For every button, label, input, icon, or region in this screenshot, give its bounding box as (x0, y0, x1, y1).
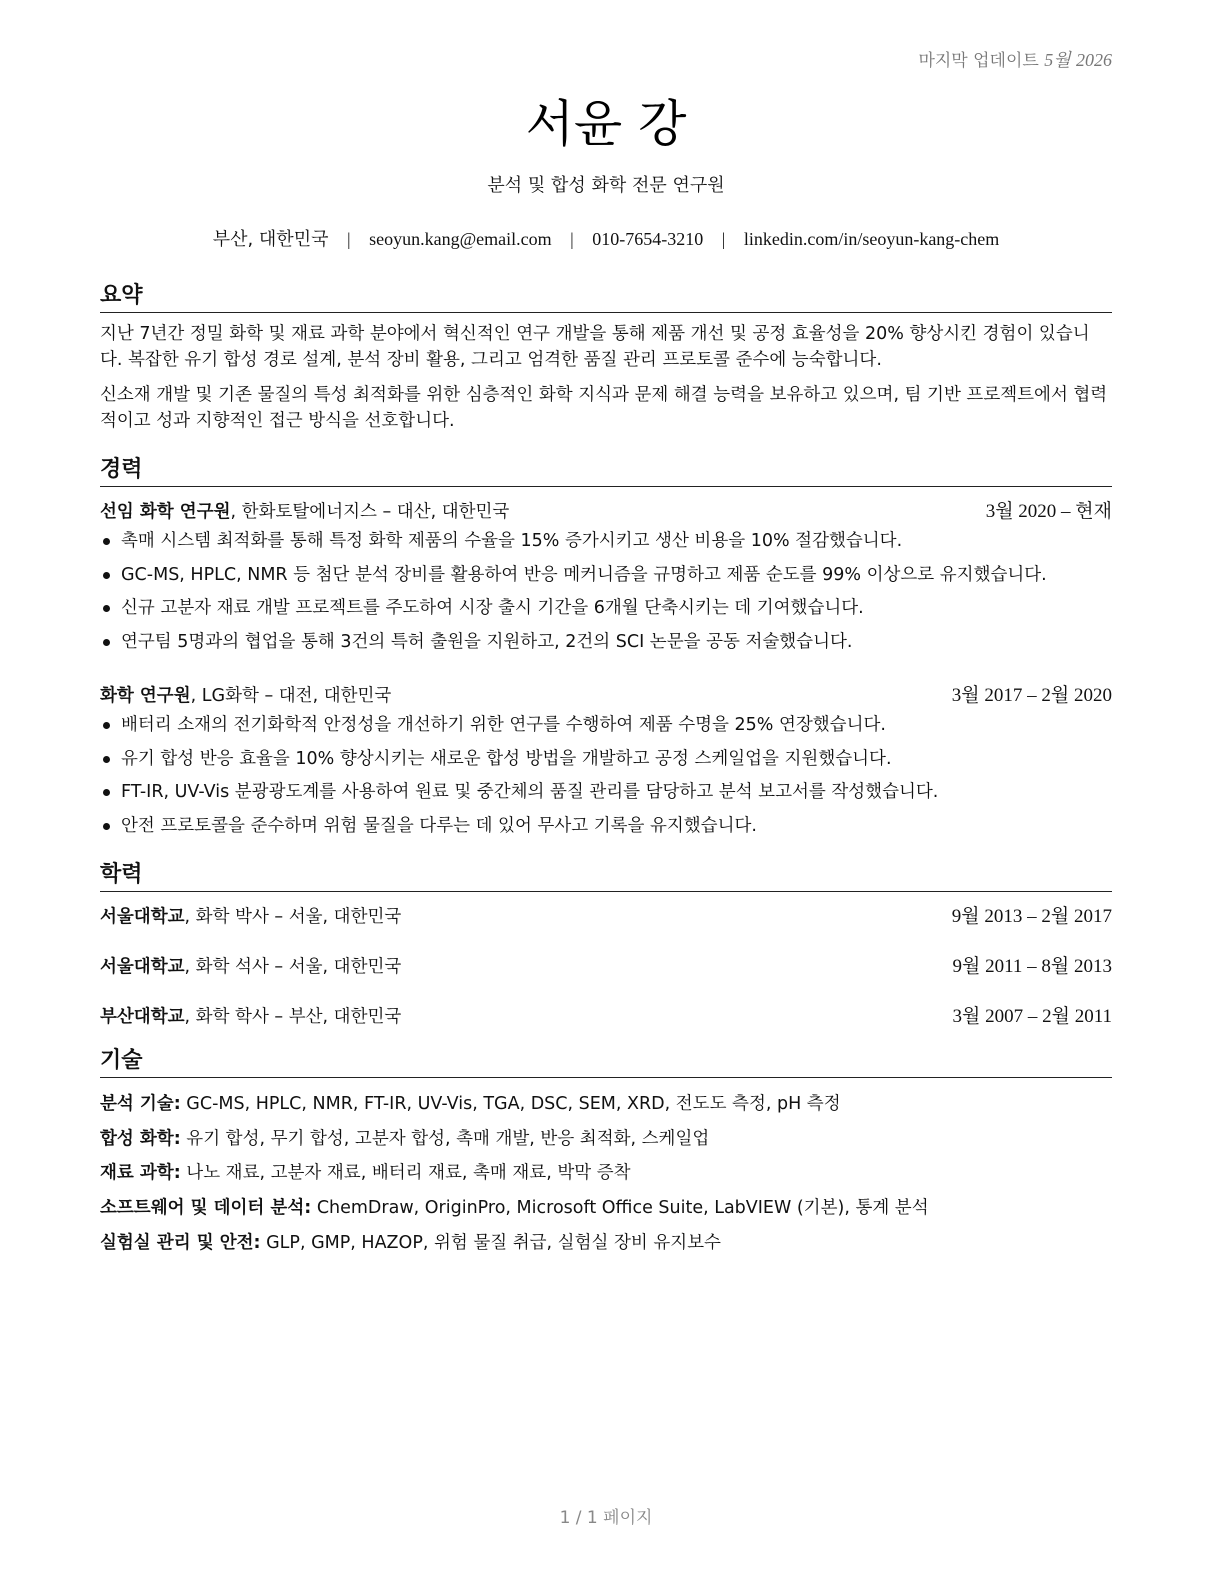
skill-value: ChemDraw, OriginPro, Microsoft Office Suite, LabVIEW (기본), 통계 분석 (316, 1198, 929, 1218)
skill-label: 실험실 관리 및 안전: (100, 1233, 261, 1253)
job-header (100, 496, 1112, 523)
section-title-education: 학력 (100, 857, 1112, 892)
job-dates: 3월 2020 – 현재 (985, 501, 1112, 522)
education-item (100, 901, 1112, 928)
job-bullet: 연구팀 5명과의 협업을 통해 3건의 특허 출원을 지원하고, 2건의 SCI 논문을 공동 저술했습니다. (100, 631, 1112, 665)
summary-paragraph: 지난 7년간 정밀 화학 및 재료 과학 분야에서 혁신적인 연구 개발을 통해 제품 개선 및 공정 효율성을 20% 향상시킨 경험이 있습니다. 복잡한 유기 합성 경로 설계, 분석 장비 활용, 그리고 엄격한 품질 관리 프로토콜 준수에 능숙합니다. (100, 324, 1090, 370)
job-bullet: 안전 프로토콜을 준수하며 위험 물질을 다루는 데 있어 무사고 기록을 유지했습니다. (100, 815, 1112, 849)
job-title-line: 화학 연구원, LG화학 – 대전, 대한민국 (100, 686, 392, 706)
job-company: 한화토탈에너지스 – 대산, 대한민국 (241, 502, 510, 522)
education-line: 부산대학교, 화학 학사 – 부산, 대한민국 (100, 1007, 402, 1027)
headline: 분석 및 합성 화학 전문 연구원 (487, 175, 725, 196)
contact-email[interactable]: seoyun.kang@email.com (369, 229, 552, 249)
contact-phone[interactable]: 010-7654-3210 (592, 229, 704, 249)
job-bullet: 유기 합성 반응 효율을 10% 향상시키는 새로운 합성 방법을 개발하고 공정 스케일업을 지원했습니다. (100, 748, 1112, 782)
job-bullet: GC-MS, HPLC, NMR 등 첨단 분석 장비를 활용하여 반응 메커니즘을 규명하고 제품 순도를 99% 이상으로 유지했습니다. (100, 564, 1112, 598)
job-dates: 3월 2017 – 2월 2020 (951, 685, 1112, 706)
skill-value: GC-MS, HPLC, NMR, FT-IR, UV-Vis, TGA, DSC, SEM, XRD, 전도도 측정, pH 측정 (186, 1094, 841, 1114)
education-school: 서울대학교 (100, 907, 185, 927)
skill-value: 유기 합성, 무기 합성, 고분자 합성, 촉매 개발, 반응 최적화, 스케일업 (186, 1129, 710, 1149)
contact-separator: | (346, 229, 351, 249)
job-role: 선임 화학 연구원 (100, 502, 231, 522)
section-title-experience: 경력 (100, 452, 1112, 487)
summary-paragraph: 신소재 개발 및 기존 물질의 특성 최적화를 위한 심층적인 화학 지식과 문제 해결 능력을 보유하고 있으며, 팀 기반 프로젝트에서 협력적이고 성과 지향적인 접근 방식을 선호합니다. (100, 385, 1108, 431)
education-line: 서울대학교, 화학 박사 – 서울, 대한민국 (100, 907, 402, 927)
education-detail: 화학 박사 – 서울, 대한민국 (195, 907, 402, 927)
job-bullets (100, 530, 1112, 664)
job-bullet: 배터리 소재의 전기화학적 안정성을 개선하기 위한 연구를 수행하여 제품 수명을 25% 연장했습니다. (100, 714, 1112, 748)
education-dates: 9월 2013 – 2월 2017 (951, 906, 1112, 927)
job-bullets (100, 714, 1112, 848)
job-company: LG화학 – 대전, 대한민국 (201, 686, 392, 706)
skill-line (100, 1194, 1112, 1219)
job-header (100, 680, 1112, 707)
skill-line (100, 1090, 1112, 1115)
skill-value: 나노 재료, 고분자 재료, 배터리 재료, 촉매 재료, 박막 증착 (186, 1163, 631, 1183)
education-line: 서울대학교, 화학 석사 – 서울, 대한민국 (100, 957, 402, 977)
page-indicator: 1 / 1 페이지 (559, 1508, 653, 1528)
education-school: 부산대학교 (100, 1007, 185, 1027)
job-bullet: 촉매 시스템 최적화를 통해 특정 화학 제품의 수율을 15% 증가시키고 생산 비용을 10% 절감했습니다. (100, 530, 1112, 564)
candidate-name: 서윤 강 (525, 95, 687, 153)
last-updated-month: 5월 (1044, 50, 1071, 70)
contact-separator: | (721, 229, 726, 249)
skill-line (100, 1125, 1112, 1150)
skill-line (100, 1159, 1112, 1184)
last-updated-label: 마지막 업데이트 (918, 51, 1039, 71)
job-bullet: FT-IR, UV-Vis 분광광도계를 사용하여 원료 및 중간체의 품질 관리를 담당하고 분석 보고서를 작성했습니다. (100, 781, 1112, 815)
section-title-summary: 요약 (100, 278, 1112, 313)
job-bullet: 신규 고분자 재료 개발 프로젝트를 주도하여 시장 출시 기간을 6개월 단축시키는 데 기여했습니다. (100, 597, 1112, 631)
education-dates: 9월 2011 – 8월 2013 (952, 956, 1112, 977)
education-item (100, 951, 1112, 978)
contact-linkedin[interactable]: linkedin.com/in/seoyun-kang-chem (743, 229, 1000, 249)
resume-page (100, 0, 1112, 1584)
education-item (100, 1001, 1112, 1028)
education-detail: 화학 학사 – 부산, 대한민국 (195, 1007, 402, 1027)
job-title-line: 선임 화학 연구원, 한화토탈에너지스 – 대산, 대한민국 (100, 502, 510, 522)
skill-label: 소프트웨어 및 데이터 분석: (100, 1198, 312, 1218)
contact-separator: | (570, 229, 574, 249)
contact-line (100, 225, 1112, 251)
education-school: 서울대학교 (100, 957, 185, 977)
section-title-skills: 기술 (100, 1043, 1112, 1078)
skill-label: 재료 과학: (100, 1163, 181, 1183)
skill-line (100, 1229, 1112, 1254)
skill-label: 합성 화학: (100, 1129, 181, 1149)
skill-value: GLP, GMP, HAZOP, 위험 물질 취급, 실험실 장비 유지보수 (266, 1233, 721, 1253)
education-dates: 3월 2007 – 2월 2011 (952, 1006, 1112, 1027)
last-updated (918, 46, 1112, 72)
job-role: 화학 연구원 (100, 686, 191, 706)
skill-label: 분석 기술: (100, 1094, 181, 1114)
education-detail: 화학 석사 – 서울, 대한민국 (195, 957, 402, 977)
last-updated-year: 2026 (1076, 50, 1112, 70)
contact-location: 부산, 대한민국 (212, 229, 329, 250)
